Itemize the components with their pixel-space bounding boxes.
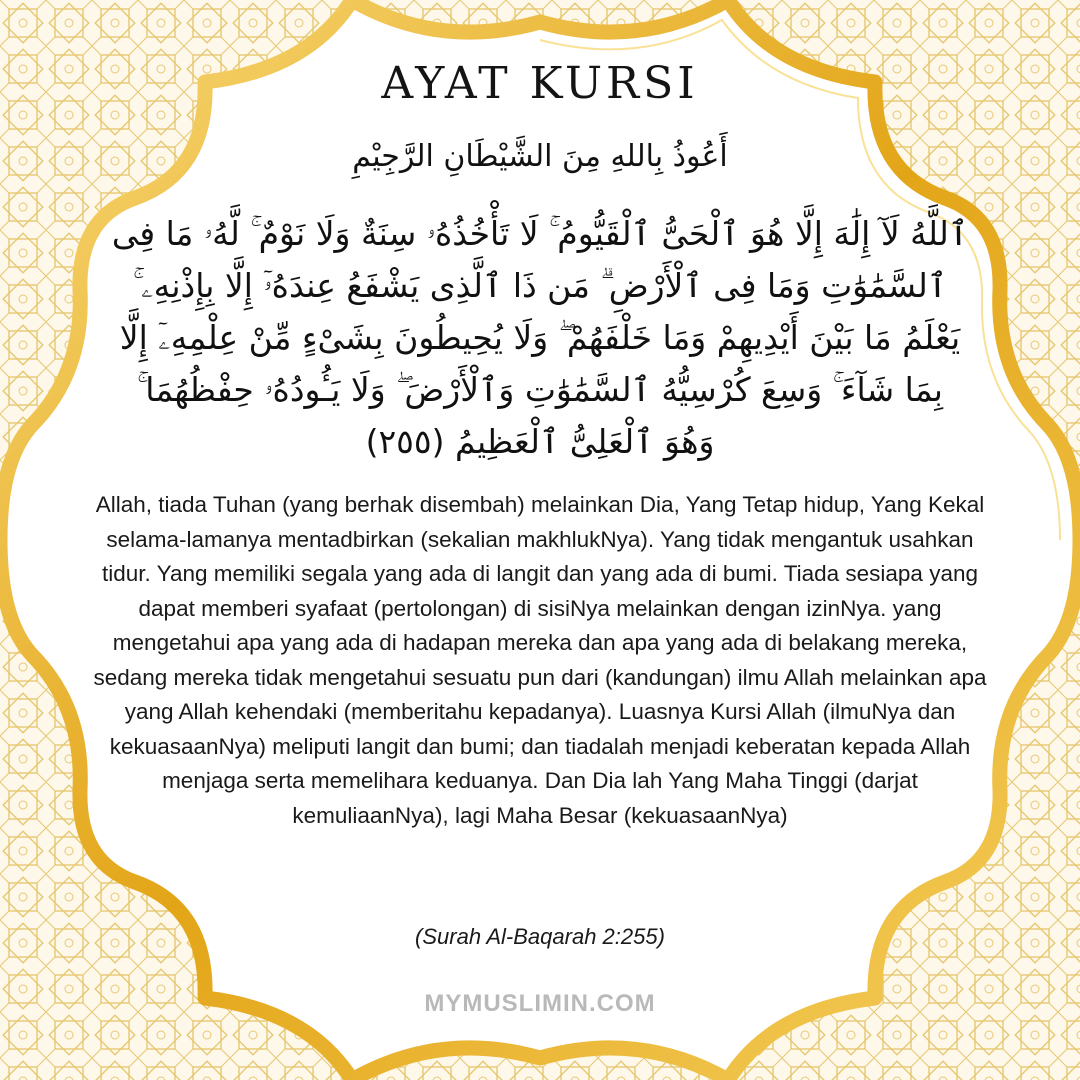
website-watermark: MYMUSLIMIN.COM	[424, 990, 656, 1017]
verse-translation: Allah, tiada Tuhan (yang berhak disembah) melainkan Dia, Yang Tetap hidup, Yang Kekal selama-lamanya mentadbirkan (sekalian makhlukNya). Yang tidak mengantuk usahkan tidur. Yang memiliki segala yang ada di langit dan yang ada di bumi. Tiada sesiapa yang dapat memberi syafaat (pertolongan) di sisiNya melainkan dengan izinNya. yang mengetahui apa yang ada di hadapan mereka dan apa yang ada di belakang mereka, sedang mereka tidak mengetahui sesuatu pun dari (kandungan) ilmu Allah melainkan apa yang Allah kehendaki (memberitahu kepadanya). Luasnya Kursi Allah (ilmuNya dan kekuasaanNya) meliputi langit dan bumi; dan tiadalah menjadi keberatan kepada Allah menjaga serta memelihara keduanya. Dan Dia lah Yang Maha Tinggi (darjat kemuliaanNya), lagi Maha Besar (kekuasaanNya)	[93, 492, 987, 828]
verse-arabic: ٱللَّهُ لَآ إِلَٰهَ إِلَّا هُوَ ٱلْحَىُّ ٱلْقَيُّومُ ۚ لَا تَأْخُذُهُۥ سِنَةٌ وَلَا نَوْمٌ ۚ لَّهُۥ مَا فِى ٱلسَّمَٰوَٰتِ وَمَا فِى ٱلْأَرْضِ ۗ مَن ذَا ٱلَّذِى يَشْفَعُ عِندَهُۥٓ إِلَّا بِإِذْنِهِۦ ۚ يَعْلَمُ مَا بَيْنَ أَيْدِيهِمْ وَمَا خَلْفَهُمْ ۖ وَلَا يُحِيطُونَ بِشَىْءٍ مِّنْ عِلْمِهِۦٓ إِلَّا بِمَا شَآءَ ۚ وَسِعَ كُرْسِيُّهُ ٱلسَّمَٰوَٰتِ وَٱلْأَرْضَ ۖ وَلَا يَـُٔودُهُۥ حِفْظُهُمَا ۚ وَهُوَ ٱلْعَلِىُّ ٱلْعَظِيمُ (٢٥٥)	[111, 214, 969, 461]
surah-reference: (Surah Al-Baqarah 2:255)	[415, 924, 665, 949]
page-title: AYAT KURSI	[381, 58, 699, 109]
isti-adhah-arabic: أَعُوذُ بِاللهِ مِنَ الشَّيْطَانِ الرَّجِيْمِ	[352, 139, 728, 174]
